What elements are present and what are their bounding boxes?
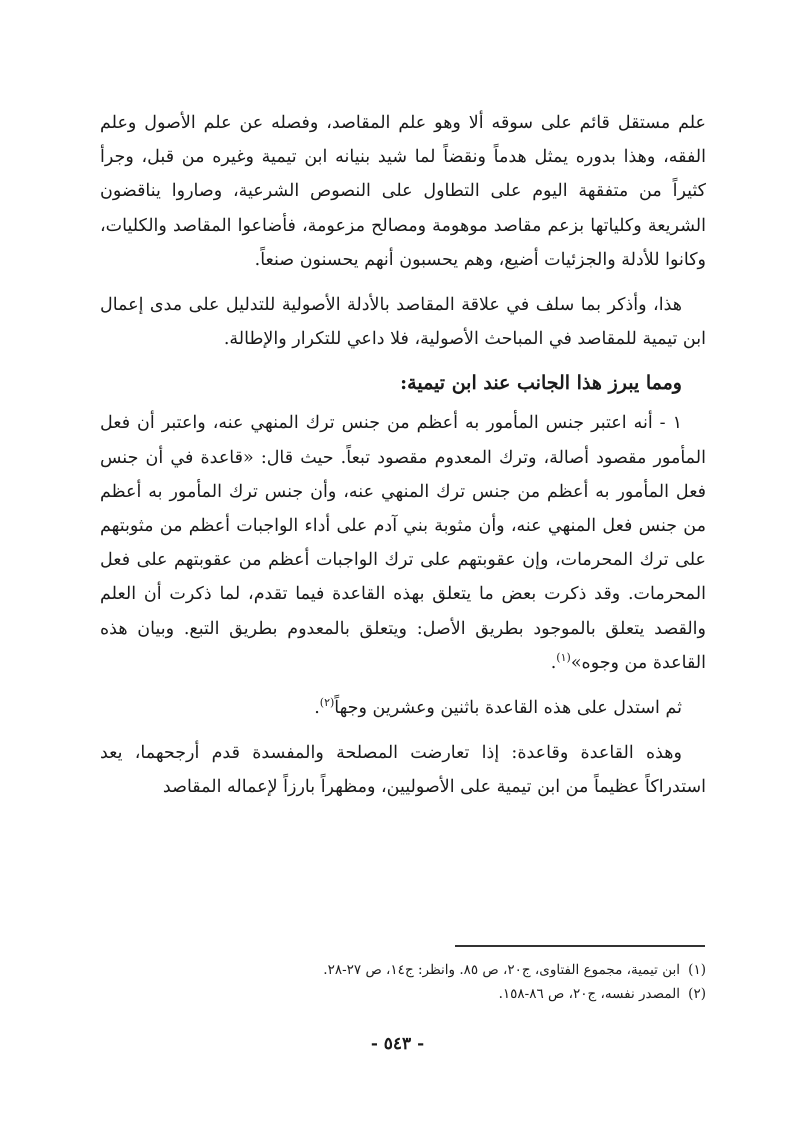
paragraph-2: هذا، وأذكر بما سلف في علاقة المقاصد بالأدلة الأصولية للتدليل على مدى إعمال ابن تيمية للمقاصد في المباحث الأصولية، فلا داعي للتكرار والإطالة.: [100, 295, 706, 350]
footnote-1-text: ابن تيمية، مجموع الفتاوى، ج٢٠، ص ٨٥. وانظر: ج١٤، ص ٢٧-٢٨.: [323, 962, 680, 978]
paragraph-3-text: ١ - أنه اعتبر جنس المأمور به أعظم من جنس ترك المنهي عنه، واعتبر أن فعل المأمور مقصود أصالة، وترك المعدوم مقصود تبعاً. حيث قال: «قاعدة في أن جنس فعل المأمور به أعظم من جنس ترك المنهي عنه، وأن جنس ترك المأمور به أعظم من جنس فعل المنهي عنه، وأن مثوبة بني آدم على أداء الواجبات أعظم من مثوبتهم على ترك المحرمات، وإن عقوبتهم على ترك الواجبات أعظم من عقوبتهم على فعل المحرمات. وقد ذكرت بعض ما يتعلق بهذه القاعدة فيما تقدم، لما ذكرت أن العلم والقصد يتعلق بالموجود بطريق الأصل: ويتعلق بالمعدوم بطريق التبع. وبيان هذه القاعدة من وجوه»: [100, 413, 706, 673]
footnotes: [100, 958, 706, 1006]
page-body: [100, 106, 706, 805]
footnote-2-number: (٢): [688, 986, 706, 1002]
footnote-ref-2[interactable]: (٢): [319, 696, 335, 710]
footnote-1-number: (١): [688, 962, 706, 978]
paragraph-1: علم مستقل قائم على سوقه ألا وهو علم المقاصد، وفصله عن علم الأصول وعلم الفقه، وهذا بدوره يمثل هدماً ونقضاً لما شيد بنيانه ابن تيمية وغيره من قبل، وجرأ كثيراً من متفقهة اليوم على التطاول على النصوص الشرعية، وصاروا يناقضون الشريعة وكلياتها بزعم مقاصد موهومة ومصالح مزعومة، فأضاعوا المقاصد والكليات، وكانوا للأدلة والجزئيات أضيع، وهم يحسبون أنهم يحسنون صنعاً.: [100, 113, 706, 270]
page-number: - ٥٤٣ -: [370, 1034, 425, 1054]
paragraph-4-text: ثم استدل على هذه القاعدة باثنين وعشرين وجهاً: [334, 698, 682, 719]
paragraph-4: [100, 691, 706, 725]
footnote-2-text: المصدر نفسه، ج٢٠، ص ٨٦-١٥٨.: [498, 986, 680, 1002]
footnote-divider: [455, 945, 705, 947]
paragraph-3-end: .: [550, 652, 557, 673]
footnote-1: [100, 958, 706, 982]
paragraph-5: وهذه القاعدة وقاعدة: إذا تعارضت المصلحة والمفسدة قدم أرجحهما، يعد استدراكاً عظيماً من ابن تيمية على الأصوليين، ومظهراً بارزاً لإعماله المقاصد: [100, 743, 706, 798]
paragraph-3: [100, 406, 706, 680]
footnote-ref-1[interactable]: (١): [556, 651, 571, 665]
footnote-2: [100, 982, 706, 1006]
section-heading: ومما يبرز هذا الجانب عند ابن تيمية:: [400, 372, 682, 395]
paragraph-4-end: .: [314, 698, 320, 719]
